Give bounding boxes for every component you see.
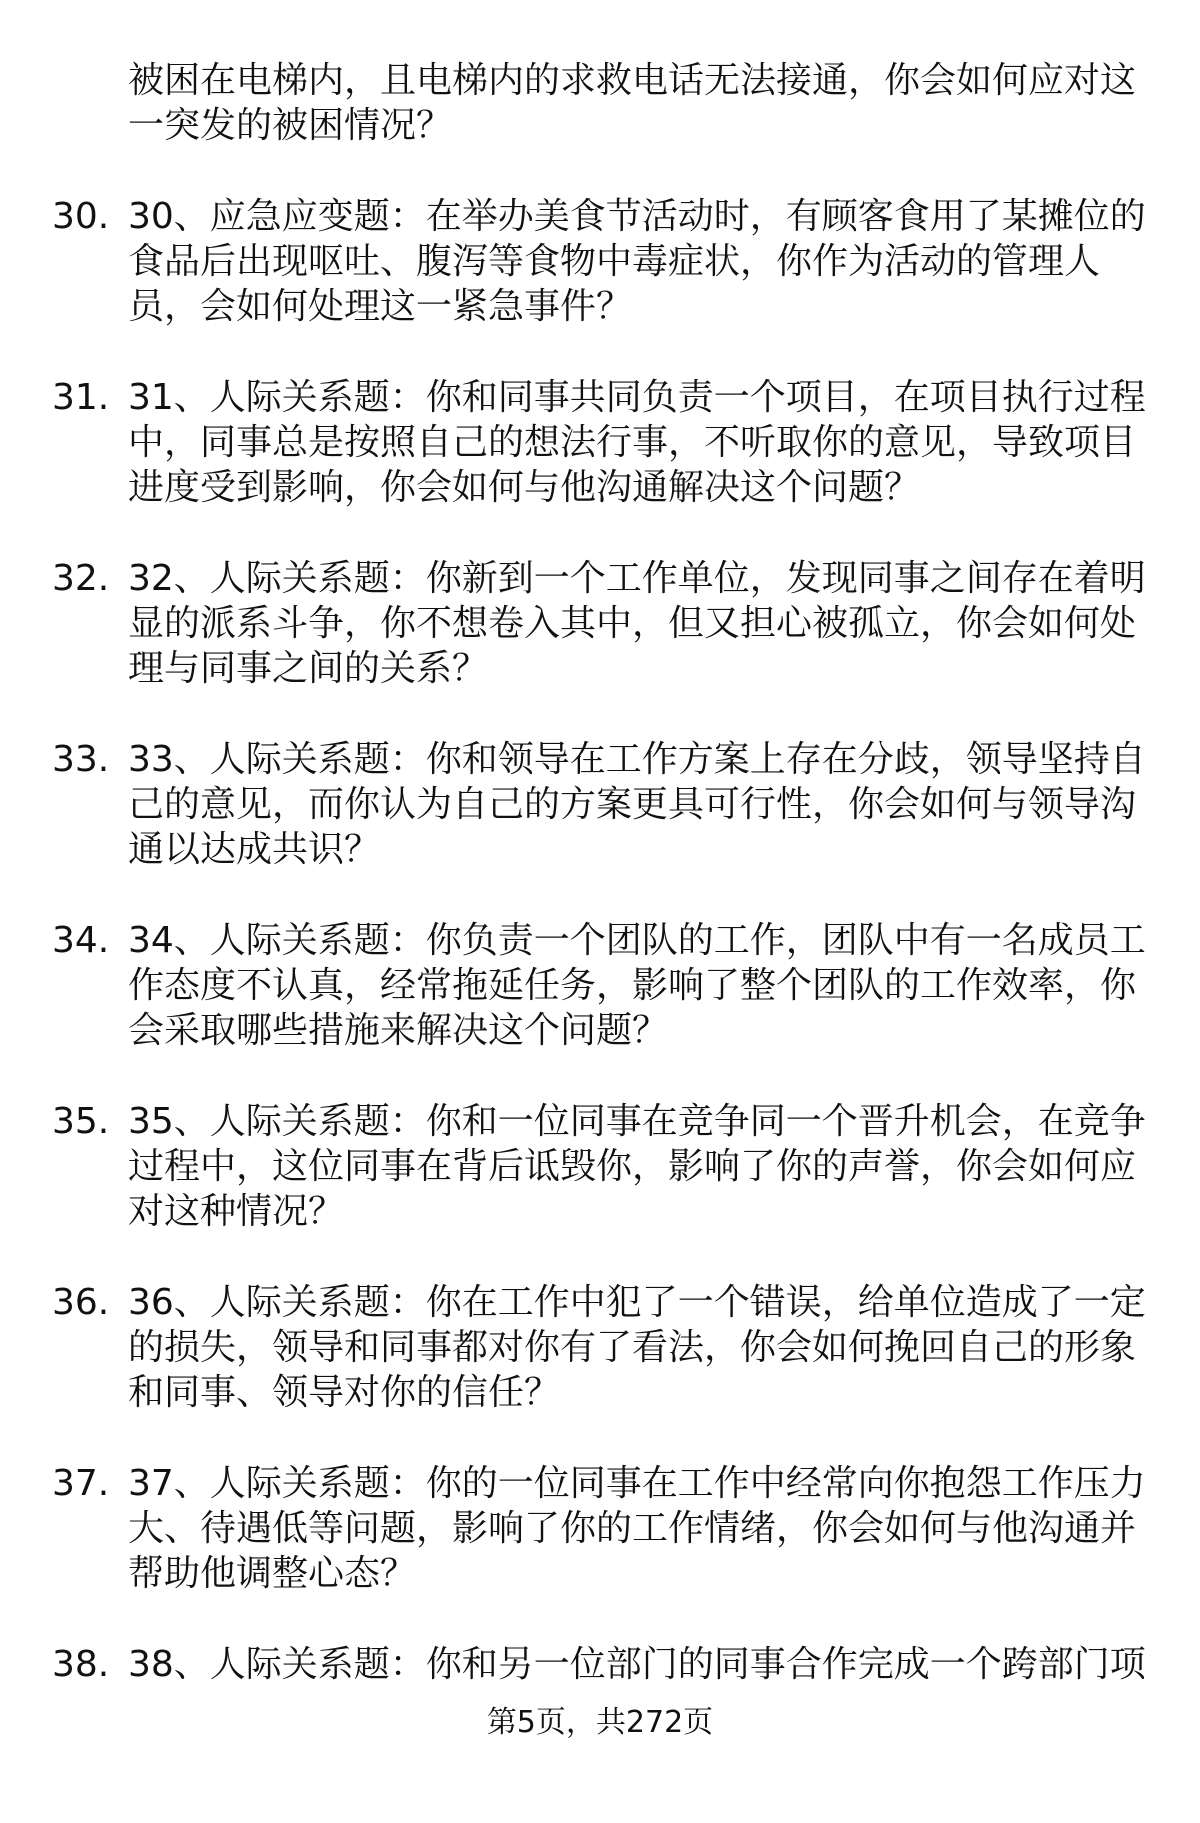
page-footer: 第5页，共272页 [486, 1705, 714, 1740]
list-item [0, 1461, 1200, 1642]
list-item-number: 35. [52, 1101, 110, 1142]
list-item [0, 1280, 1200, 1461]
list-item-number: 31. [52, 377, 110, 418]
list-item-text: 33、人际关系题：你和领导在工作方案上存在分歧，领导坚持自己的意见，而你认为自己的方案更具可行性，你会如何与领导沟通以达成共识？ [128, 739, 1146, 870]
list-item-text: 30、应急应变题：在举办美食节活动时，有顾客食用了某摊位的食品后出现呕吐、腹泻等食物中毒症状，你作为活动的管理人员，会如何处理这一紧急事件？ [128, 196, 1146, 327]
list-item-text: 35、人际关系题：你和一位同事在竞争同一个晋升机会，在竞争过程中，这位同事在背后诋毁你，影响了你的声誉，你会如何应对这种情况？ [128, 1101, 1146, 1232]
list-item-text: 31、人际关系题：你和同事共同负责一个项目，在项目执行过程中，同事总是按照自己的想法行事，不听取你的意见，导致项目进度受到影响，你会如何与他沟通解决这个问题？ [128, 377, 1146, 508]
question-list [0, 194, 1200, 1823]
list-item-text: 37、人际关系题：你的一位同事在工作中经常向你抱怨工作压力大、待遇低等问题，影响了你的工作情绪，你会如何与他沟通并帮助他调整心态？ [128, 1463, 1146, 1594]
continued-question-text: 被困在电梯内，且电梯内的求救电话无法接通，你会如何应对这一突发的被困情况？ [128, 60, 1137, 146]
list-item-text: 38、人际关系题：你和另一位部门的同事合作完成一个跨部门项 [128, 1644, 1146, 1685]
list-item [0, 375, 1200, 556]
list-item-number: 37. [52, 1463, 110, 1504]
list-item-number: 38. [52, 1644, 110, 1685]
list-item-number: 30. [52, 196, 110, 237]
list-item [0, 918, 1200, 1099]
list-item-text: 34、人际关系题：你负责一个团队的工作，团队中有一名成员工作态度不认真，经常拖延任务，影响了整个团队的工作效率，你会采取哪些措施来解决这个问题？ [128, 920, 1146, 1051]
list-item-number: 32. [52, 558, 110, 599]
list-item [0, 737, 1200, 918]
list-item-text: 36、人际关系题：你在工作中犯了一个错误，给单位造成了一定的损失，领导和同事都对你有了看法，你会如何挽回自己的形象和同事、领导对你的信任？ [128, 1282, 1146, 1413]
list-item-number: 34. [52, 920, 110, 961]
list-item [0, 1099, 1200, 1280]
list-item-text: 32、人际关系题：你新到一个工作单位，发现同事之间存在着明显的派系斗争，你不想卷入其中，但又担心被孤立，你会如何处理与同事之间的关系？ [128, 558, 1146, 689]
list-item [0, 556, 1200, 737]
list-item-number: 33. [52, 739, 110, 780]
list-item [0, 194, 1200, 375]
list-item-number: 36. [52, 1282, 110, 1323]
